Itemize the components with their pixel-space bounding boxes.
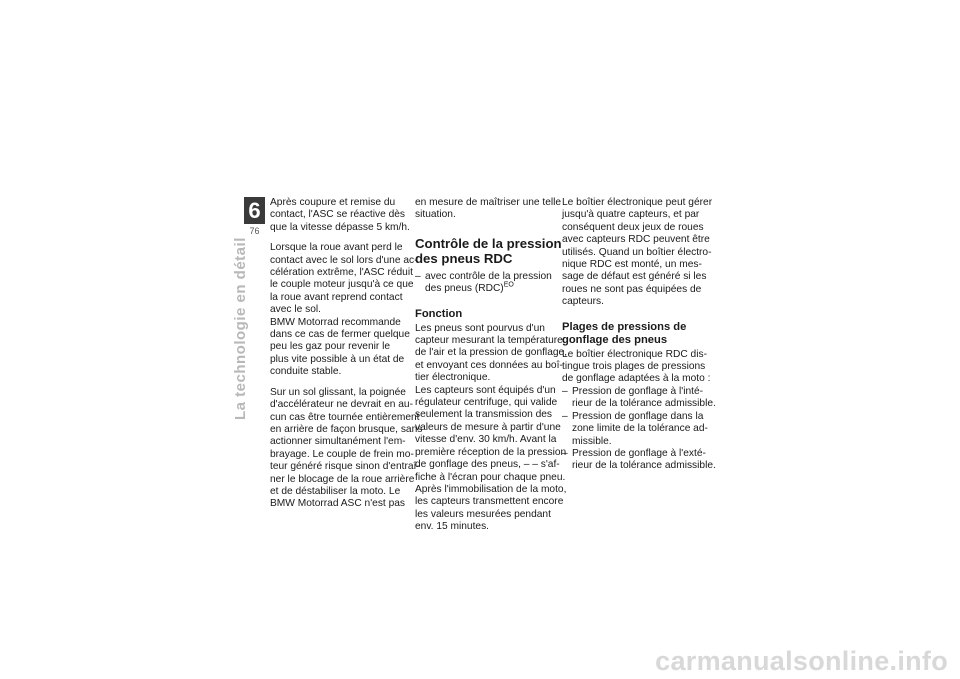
text-line: conduite stable.: [270, 366, 342, 378]
paragraph: [270, 242, 418, 316]
text-line: célération extrême, l'ASC réduit: [270, 267, 413, 279]
text-line: d'accélérateur ne devrait en au-: [270, 399, 413, 411]
text-line: contact avec le sol lors d'une ac-: [270, 254, 418, 266]
chapter-number-tab: 6: [244, 197, 265, 224]
heading-line: des pneus RDC: [415, 250, 513, 266]
text-line: les capteurs transmettent encore: [415, 496, 564, 508]
text-line: – Pression de gonflage à l'exté-: [572, 447, 706, 459]
option-marker: EO: [503, 281, 514, 289]
heading-line: Plages de pressions de: [562, 320, 687, 333]
text-line: Les pneus sont pourvus d'un: [415, 322, 545, 334]
section-heading-rdc: [415, 235, 562, 266]
text-line: en mesure de maîtriser une telle: [415, 197, 562, 208]
text-line: tier électronique.: [415, 372, 491, 384]
heading-line: Contrôle de la pression: [415, 235, 562, 251]
text-line: la roue avant reprend contact: [270, 291, 403, 303]
text-line: actionner simultanément l'em-: [270, 436, 406, 448]
text-line: [425, 283, 553, 295]
text-line: contact, l'ASC se réactive dès: [270, 209, 406, 221]
text-line: missible.: [572, 435, 612, 447]
text-line: et envoyant ces données au boî-: [415, 359, 563, 371]
text-line: Après l'immobilisation de la moto,: [415, 483, 567, 495]
text-line: env. 15 minutes.: [415, 521, 489, 533]
text-line: capteurs.: [562, 296, 604, 308]
text-line: Lorsque la roue avant perd le: [270, 242, 403, 254]
text-line: roues ne sont pas équipées de: [562, 283, 702, 295]
text-line: et de déstabiliser la moto. Le: [270, 485, 401, 497]
text-line: Le boîtier électronique RDC dis-: [562, 348, 707, 360]
paragraph: [562, 348, 711, 386]
bullet-item: [415, 271, 553, 296]
text-line-part: des pneus (RDC): [425, 283, 504, 295]
paragraph: [270, 197, 408, 234]
text-column-1: [270, 197, 423, 519]
text-line: plus vite possible à un état de: [270, 353, 405, 365]
paragraph: [270, 386, 423, 511]
bullet-item: [562, 447, 716, 473]
bullet-item: [562, 410, 708, 448]
bullet-item: [562, 385, 716, 411]
text-line: BMW Motorrad recommande: [270, 316, 401, 328]
text-line: en arrière de façon brusque, sans: [270, 423, 423, 435]
text-line: Après coupure et remise du: [270, 197, 396, 208]
text-line: rieur de la tolérance admissible.: [572, 460, 716, 472]
text-line: avec le sol.: [270, 304, 321, 316]
paragraph: [415, 322, 568, 385]
text-line: conséquent deux jeux de roues: [562, 221, 704, 233]
text-line: régulateur centrifuge, qui valide: [415, 397, 558, 409]
text-line: jusqu'à quatre capteurs, et par: [562, 209, 700, 221]
text-line: Les capteurs sont équipés d'un: [415, 384, 556, 396]
text-line: que la vitesse dépasse 5 km/h.: [270, 221, 410, 233]
paragraph: [562, 197, 713, 309]
text-line: première réception de la pression: [415, 446, 567, 458]
heading-line: gonflage des pneus: [562, 333, 668, 346]
text-line: zone limite de la tolérance ad-: [572, 423, 708, 435]
text-line: sage de défaut est généré si les: [562, 271, 707, 283]
text-line: valeurs de mesure à partir d'une: [415, 421, 561, 433]
text-line: Sur un sol glissant, la poignée: [270, 386, 406, 398]
text-line: BMW Motorrad ASC n'est pas: [270, 498, 405, 510]
text-line: – Pression de gonflage à l'inté-: [572, 385, 704, 397]
paragraph: [270, 317, 408, 379]
text-line: brayage. Le couple de frein mo-: [270, 448, 414, 460]
text-line: le couple moteur jusqu'à ce que: [270, 279, 414, 291]
chapter-side-title: La technologie en détail: [232, 237, 249, 420]
text-line: – avec contrôle de la pression: [425, 270, 552, 282]
site-watermark: carmanualsonline.info: [655, 646, 948, 676]
text-line: rieur de la tolérance admissible.: [572, 398, 716, 410]
paragraph: [415, 197, 562, 222]
text-line: peu les gaz pour revenir le: [270, 341, 391, 353]
text-line: nique RDC est monté, un mes-: [562, 259, 702, 271]
text-line: avec capteurs RDC peuvent être: [562, 234, 710, 246]
text-line: – Pression de gonflage dans la: [572, 410, 704, 422]
text-line: capteur mesurant la température: [415, 335, 563, 347]
text-line: de gonflage des pneus, – – s'af-: [415, 459, 560, 471]
text-line: les valeurs mesurées pendant: [415, 508, 551, 520]
text-line: fiche à l'écran pour chaque pneu.: [415, 471, 566, 483]
text-line: vitesse d'env. 30 km/h. Avant la: [415, 434, 557, 446]
text-line: seulement la transmission des: [415, 409, 553, 421]
text-column-3: [562, 197, 716, 473]
paragraph: [415, 384, 567, 534]
text-line: utilisés. Quand un boîtier électro-: [562, 246, 712, 258]
text-line: tingue trois plages de pressions: [562, 361, 706, 373]
text-line: cun cas être tournée entièrement: [270, 411, 420, 423]
text-line: Le boîtier électronique peut gérer: [562, 197, 713, 208]
text-line: situation.: [415, 209, 456, 221]
text-column-2: [415, 197, 568, 542]
subheading-fonction: Fonction: [415, 307, 463, 320]
text-line: de gonflage adaptées à la moto :: [562, 373, 711, 385]
text-line: teur généré risque sinon d'entraî-: [270, 461, 420, 473]
text-line: dans ce cas de fermer quelque: [270, 329, 410, 341]
subheading-pressure-ranges: [562, 321, 700, 347]
page-number: 76: [249, 226, 260, 236]
text-line: ner le blocage de la roue arrière: [270, 473, 415, 485]
text-line: de l'air et la pression de gonflage,: [415, 347, 568, 359]
